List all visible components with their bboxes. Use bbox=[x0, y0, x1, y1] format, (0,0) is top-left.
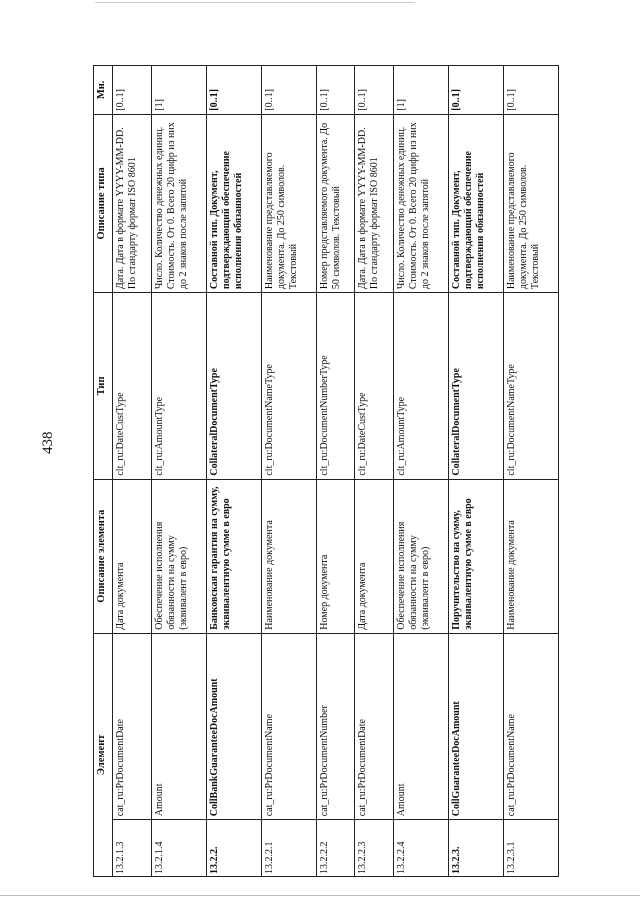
row-number: 13.2.2.1 bbox=[261, 820, 316, 877]
multiplicity: [0..1] bbox=[261, 66, 316, 115]
multiplicity: [0..1] bbox=[316, 66, 355, 115]
header-mn: Мн. bbox=[94, 66, 113, 115]
element-name: cat_ru:PrDocumentDate bbox=[355, 633, 394, 820]
row-number: 13.2.3.1 bbox=[504, 820, 559, 877]
element-description: Обеспечение исполнения обязанности на сумму (эквивалент в евро) bbox=[394, 479, 449, 633]
element-type: clt_ru:DocumentNumberType bbox=[316, 293, 355, 480]
element-name: cat_ru:PrDocumentNumber bbox=[316, 633, 355, 820]
element-description: Дата документа bbox=[113, 479, 152, 633]
multiplicity: [1] bbox=[151, 66, 206, 115]
element-name: Amount bbox=[151, 633, 206, 820]
type-description: Число. Количество денежных единиц. Стоимость. От 0. Всего 20 цифр из них до 2 знаков после запятой bbox=[394, 114, 449, 292]
element-description: Обеспечение исполнения обязанности на сумму (эквивалент в евро) bbox=[151, 479, 206, 633]
table-body bbox=[113, 66, 559, 877]
element-name: CollGuaranteeDocAmount bbox=[449, 633, 504, 820]
element-description: Наименование документа bbox=[504, 479, 559, 633]
row-number: 13.2.1.4 bbox=[151, 820, 206, 877]
type-description: Номер представляемого документа. До 50 символов. Текстовый bbox=[316, 114, 355, 292]
element-description: Номер документа bbox=[316, 479, 355, 633]
element-type: clt_ru:DateCustType bbox=[355, 293, 394, 480]
multiplicity: [0..1] bbox=[355, 66, 394, 115]
element-name: Amount bbox=[394, 633, 449, 820]
element-description: Поручительство на сумму, эквивалентную сумме в евро bbox=[449, 479, 504, 633]
element-name: cat_ru:PrDocumentName bbox=[261, 633, 316, 820]
type-description: Число. Количество денежных единиц. Стоимость. От 0. Всего 20 цифр из них до 2 знаков после запятой bbox=[151, 114, 206, 292]
element-description: Дата документа bbox=[355, 479, 394, 633]
header-type-desc: Описание типа bbox=[94, 114, 113, 292]
type-description: Дата. Дата в формате YYYY-MM-DD. По стандарту формат ISO 8601 bbox=[355, 114, 394, 292]
element-name: CollBankGuaranteeDocAmount bbox=[206, 633, 261, 820]
multiplicity: [0..1] bbox=[113, 66, 152, 115]
type-description: Составной тип. Документ, подтверждающий обеспечение исполнения обязанностей bbox=[449, 114, 504, 292]
multiplicity: [0..1] bbox=[449, 66, 504, 115]
table-row bbox=[261, 66, 316, 877]
type-description: Дата. Дата в формате YYYY-MM-DD. По стандарту формат ISO 8601 bbox=[113, 114, 152, 292]
document-table-container bbox=[93, 65, 559, 877]
multiplicity: [1] bbox=[394, 66, 449, 115]
document-table bbox=[93, 65, 559, 877]
table-row bbox=[449, 66, 504, 877]
element-description: Банковская гарантия на сумму, эквивалентную сумме в евро bbox=[206, 479, 261, 633]
scan-bottom-line bbox=[0, 895, 640, 896]
row-number: 13.2.2.4 bbox=[394, 820, 449, 877]
type-description: Наименование представляемого документа. До 250 символов. Текстовый bbox=[261, 114, 316, 292]
element-name: cat_ru:PrDocumentName bbox=[504, 633, 559, 820]
multiplicity: [0..1] bbox=[206, 66, 261, 115]
page-number: 438 bbox=[40, 431, 56, 454]
row-number: 13.2.2.2 bbox=[316, 820, 355, 877]
row-number: 13.2.1.3 bbox=[113, 820, 152, 877]
row-number: 13.2.3. bbox=[449, 820, 504, 877]
header-element-desc: Описание элемента bbox=[94, 479, 113, 633]
row-number: 13.2.2. bbox=[206, 820, 261, 877]
element-type: clt_ru:AmountType bbox=[394, 293, 449, 480]
scan-top-line bbox=[95, 2, 415, 3]
header-type: Тип bbox=[94, 293, 113, 480]
element-type: clt_ru:DocumentNameType bbox=[261, 293, 316, 480]
table-row bbox=[113, 66, 152, 877]
element-type: CollateralDocumentType bbox=[206, 293, 261, 480]
table-header-row bbox=[94, 66, 113, 877]
table-row bbox=[316, 66, 355, 877]
table-row bbox=[394, 66, 449, 877]
element-type: clt_ru:DateCustType bbox=[113, 293, 152, 480]
table-row bbox=[355, 66, 394, 877]
element-type: clt_ru:AmountType bbox=[151, 293, 206, 480]
element-type: clt_ru:DocumentNameType bbox=[504, 293, 559, 480]
multiplicity: [0..1] bbox=[504, 66, 559, 115]
type-description: Составной тип. Документ, подтверждающий обеспечение исполнения обязанностей bbox=[206, 114, 261, 292]
table-row bbox=[151, 66, 206, 877]
element-name: cat_ru:PrDocumentDate bbox=[113, 633, 152, 820]
table-row bbox=[504, 66, 559, 877]
table-row bbox=[206, 66, 261, 877]
header-element: Элемент bbox=[94, 633, 113, 876]
type-description: Наименование представляемого документа. До 250 символов. Текстовый bbox=[504, 114, 559, 292]
row-number: 13.2.2.3 bbox=[355, 820, 394, 877]
element-description: Наименование документа bbox=[261, 479, 316, 633]
element-type: CollateralDocumentType bbox=[449, 293, 504, 480]
